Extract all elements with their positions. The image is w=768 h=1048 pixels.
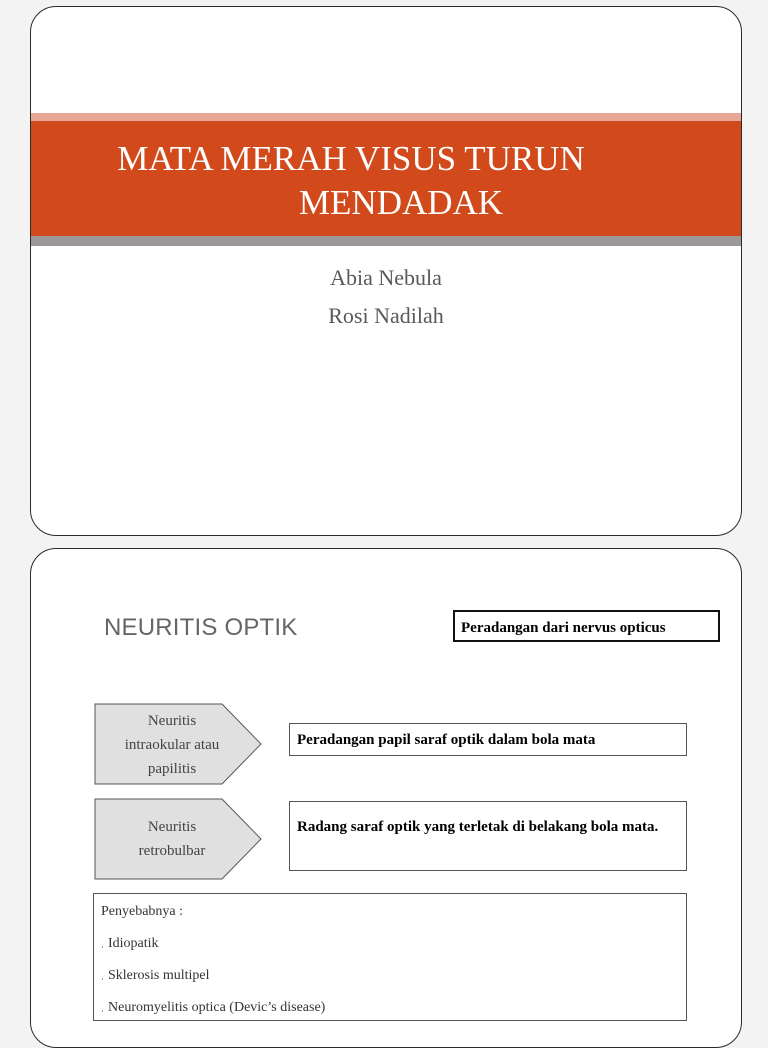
cause-item: [101, 998, 686, 1030]
type-chevron: [94, 703, 264, 785]
cause-text: Idiopatik: [108, 936, 159, 951]
cause-text: Sklerosis multipel: [108, 968, 210, 983]
slide-title-line1: MATA MERAH VISUS TURUN: [117, 139, 585, 178]
author-name: Rosi Nadilah: [328, 303, 444, 328]
author-name: Abia Nebula: [330, 265, 442, 290]
title-band-bottom: [31, 236, 741, 246]
definition-box: Peradangan dari nervus opticus: [453, 610, 720, 642]
title-band-top: [31, 113, 741, 121]
chevron-label-line: Neuritis: [147, 819, 197, 835]
bullet-icon: ·: [101, 1006, 104, 1016]
cause-item: [101, 966, 686, 998]
cause-item: [101, 934, 686, 966]
chevron-label-line: intraokular atau: [124, 737, 220, 753]
type-description: Peradangan papil saraf optik dalam bola mata: [289, 723, 687, 756]
chevron-label: [102, 815, 242, 863]
slide-title-line2: MENDADAK: [298, 183, 504, 222]
type-description: Radang saraf optik yang terletak di belakang bola mata.: [289, 801, 687, 871]
slide-heading: NEURITIS OPTIK: [104, 614, 298, 641]
type-chevron: [94, 798, 264, 880]
bullet-icon: ·: [101, 942, 104, 952]
causes-box: [93, 893, 687, 1021]
slide-title: [31, 137, 741, 225]
content-slide: [30, 548, 742, 1048]
cause-text: Neuromyelitis optica (Devic’s disease): [108, 1000, 326, 1015]
title-slide: [30, 6, 742, 536]
chevron-label-line: Neuritis: [147, 713, 197, 729]
chevron-label: [102, 709, 242, 781]
causes-title: Penyebabnya :: [101, 904, 184, 919]
bullet-icon: ·: [101, 974, 104, 984]
chevron-label-line: papilitis: [147, 761, 197, 777]
chevron-label-line: retrobulbar: [138, 843, 206, 859]
